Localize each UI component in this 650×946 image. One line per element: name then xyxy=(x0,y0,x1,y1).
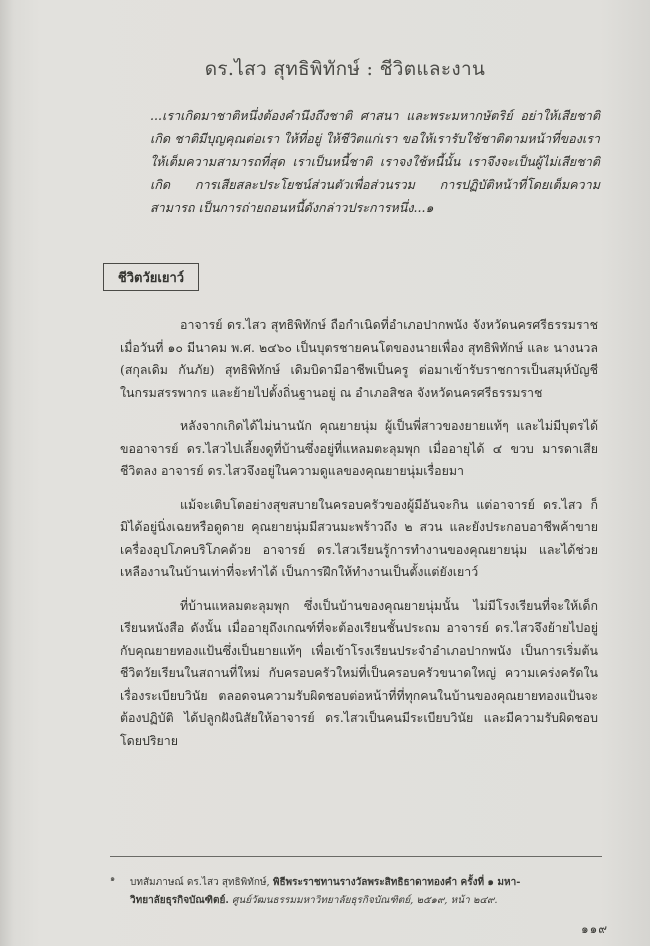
section-heading: ชีวิตวัยเยาว์ xyxy=(117,270,185,286)
paragraph: อาจารย์ ดร.ไสว สุทธิพิทักษ์ ถือกำเนิดที่อำเภอปากพนัง จังหวัดนครศรีธรรมราช เมื่อวันที่ ๑๐ มีนาคม พ.ศ. ๒๔๖๐ เป็นบุตรชายคนโตของนายเพื่อง สุทธิพิทักษ์ และ นางนวล (สกุลเดิม กันภัย) สุทธิพิทักษ์ เดิมบิดามีอาชีพเป็นครู ต่อมาเข้ารับราชการเป็นสมุห์บัญชี ในกรมสรรพากร และย้ายไปตั้งถิ่นฐานอยู่ ณ อำเภอสิชล จังหวัดนครศรีธรรมราช xyxy=(120,317,598,400)
body-text xyxy=(120,314,598,763)
paragraph: หลังจากเกิดได้ไม่นานนัก คุณยายนุ่ม ผู้เป็นพี่สาวของยายแท้ๆ และไม่มีบุตรได้ขออาจารย์ ดร.ไสวไปเลี้ยงดูที่บ้านซึ่งอยู่ที่แหลมตะลุมพุก เมื่ออายุได้ ๔ ขวบ มารดาเสียชีวิตลง อาจารย์ ดร.ไสวจึงอยู่ในความดูแลของคุณยายนุ่มเรื่อยมา xyxy=(120,418,598,478)
chapter-title: ดร.ไสว สุทธิพิทักษ์ : ชีวิตและงาน xyxy=(204,58,486,80)
paragraph: ที่บ้านแหลมตะลุมพุก ซึ่งเป็นบ้านของคุณยายนุ่มนั้น ไม่มีโรงเรียนที่จะให้เด็กเรียนหนังสือ ดังนั้น เมื่ออายุถึงเกณฑ์ที่จะต้องเรียนชั้นประถม อาจารย์ ดร.ไสวจึงย้ายไปอยู่กับคุณยายทองแป้นซึ่งเป็นยายแท้ๆ เพื่อเข้าโรงเรียนประจำอำเภอปากพนัง เป็นการเริ่มต้นชีวิตวัยเรียนในสถานที่ใหม่ กับครอบครัวใหม่ที่เป็นครอบครัวขนาดใหญ่ ความเคร่งครัดในเรื่องระเบียบวินัย ตลอดจนความรับผิดชอบต่อหน้าที่ที่ทุกคนในบ้านของคุณยายทองแป้นจะต้องปฏิบัติ ได้ปลูกฝังนิสัยให้อาจารย์ ดร.ไสวเป็นคนมีระเบียบวินัย และมีความรับผิดชอบโดยปริยาย xyxy=(120,597,598,748)
quote-text: ...เราเกิดมาชาติหนึ่งต้องคำนึงถึงชาติ ศาสนา และพระมหากษัตริย์ อย่าให้เสียชาติเกิด ชาติมีบุญคุณต่อเรา ให้ที่อยู่ ให้ชีวิตแก่เรา ขอให้เรารับใช้ชาติตามหน้าที่ของเราให้เต็มความสามารถที่สุด เราเป็นหนี้ชาติ เราจงใช้หนี้นั้น เราจึงจะเป็นผู้ไม่เสียชาติเกิด การเสียสละประโยชน์ส่วนตัวเพื่อส่วนรวม การปฏิบัติหน้าที่โดยเต็มความสามารถ เป็นการถ่ายถอนหนี้ดังกล่าวประการหนึ่ง...๑ xyxy=(150,108,600,215)
footnote-title-part-2: วิทยาลัยธุรกิจบัณฑิตย์. xyxy=(130,895,229,906)
footnote-title-part-1: พิธีพระราชทานรางวัลพระสิทธิธาดาทองคำ ครั้งที่ ๑ มหา- xyxy=(272,877,521,888)
footnote-line-1 xyxy=(110,874,602,892)
footnote-publisher: ศูนย์วัฒนธรรมมหาวิทยาลัยธุรกิจบัณฑิตย์, ๒๕๑๙, หน้า ๒๔๙. xyxy=(232,895,498,906)
footnote-line-2 xyxy=(110,892,602,910)
footnote xyxy=(110,874,602,910)
footnote-mark: ๑ xyxy=(110,874,116,883)
epigraph-quote xyxy=(150,104,600,219)
footnote-divider xyxy=(110,856,602,857)
footnote-prefix: บทสัมภาษณ์ ดร.ไสว สุทธิพิทักษ์, xyxy=(130,877,270,888)
section-heading-box xyxy=(103,263,199,291)
paragraph: แม้จะเติบโตอย่างสุขสบายในครอบครัวของผู้มีอันจะกิน แต่อาจารย์ ดร.ไสว ก็มิได้อยู่นิ่งเฉยหรือดูดาย คุณยายนุ่มมีสวนมะพร้าวถึง ๒ สวน และยังประกอบอาชีพค้าขายเครื่องอุปโภคบริโภคด้วย อาจารย์ ดร.ไสวเรียนรู้การทำงานของคุณยายนุ่ม และได้ช่วยเหลืองานในบ้านเท่าที่จะทำได้ เป็นการฝึกให้ทำงานเป็นตั้งแต่ยังเยาว์ xyxy=(120,496,598,579)
page-number: ๑๑๙ xyxy=(580,922,608,936)
